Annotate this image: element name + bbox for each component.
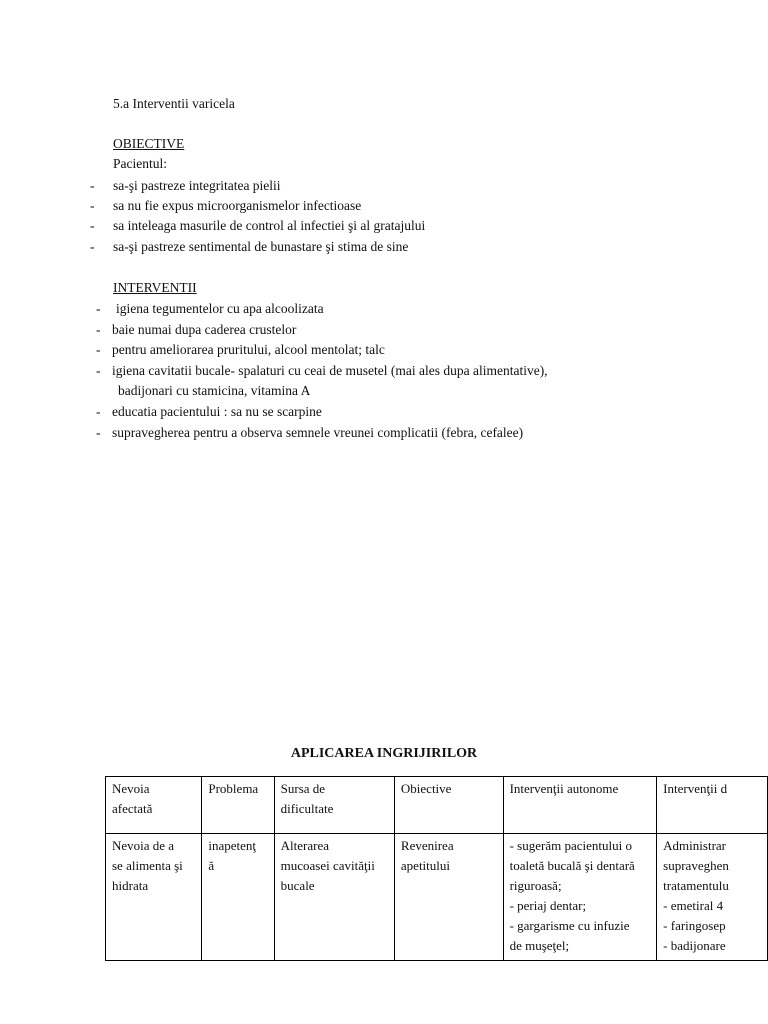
table-row [106,834,768,961]
cell-line: Alterarea [280,838,330,853]
cell-line: supraveghen [663,858,729,873]
cell-line: de muşeţel; [509,938,570,953]
cell-line: Administrar [663,838,726,853]
cell-line: dificultate [280,801,334,816]
interventii-item: supravegherea pentru a observa semnele vreunei complicatii (febra, cefalee) [112,425,524,440]
cell-line: toaletă bucală şi dentară [509,858,635,873]
list-bullet-dash: - [90,198,95,213]
cell-line: - sugerăm pacientului o [509,838,632,853]
list-bullet-dash: - [90,239,95,254]
cell-line: se alimenta şi [112,858,183,873]
cell-line: - periaj dentar; [509,898,587,913]
list-bullet-dash: - [96,404,101,419]
cell-line: ă [208,858,215,873]
list-bullet-dash: - [96,322,101,337]
list-bullet-dash: - [96,301,101,316]
table-cell [274,834,394,961]
table-header-cell [274,777,394,834]
interventii-item: educatia pacientului : sa nu se scarpine [112,404,322,419]
table-cell [657,834,768,961]
interventii-item-continuation: badijonari cu stamicina, vitamina A [118,383,311,398]
obiective-title: OBIECTIVE [113,136,185,151]
cell-line: Problema [208,781,259,796]
interventii-item: igiena cavitatii bucale- spalaturi cu ceai de musetel (mai ales dupa alimentative), [112,363,548,378]
cell-line: hidrata [112,878,149,893]
table-header-row [106,777,768,834]
interventii-item: igiena tegumentelor cu apa alcoolizata [116,301,324,316]
care-plan-table [105,776,768,961]
table-header-cell [503,777,657,834]
list-bullet-dash: - [96,425,101,440]
list-bullet-dash: - [90,178,95,193]
cell-line: - faringosep [663,918,726,933]
cell-line: - badijonare [663,938,726,953]
interventii-title: INTERVENTII [113,280,197,295]
cell-line: Intervenţii d [663,781,728,796]
table-cell [503,834,657,961]
obiective-item: sa inteleaga masurile de control al infectiei şi al gratajului [113,218,426,233]
cell-line: tratamentulu [663,878,729,893]
table-header-cell [106,777,202,834]
cell-line: Obiective [400,781,452,796]
cell-line: Nevoia [112,781,150,796]
cell-line: bucale [280,878,315,893]
obiective-intro: Pacientul: [113,156,167,171]
list-bullet-dash: - [96,342,101,357]
table-title: APLICAREA INGRIJIRILOR [290,746,478,761]
obiective-item: sa nu fie expus microorganismelor infectioase [113,198,362,213]
cell-line: Revenirea [400,838,454,853]
cell-line: afectată [112,801,153,816]
table-cell [106,834,202,961]
table-header-cell [394,777,503,834]
table-cell [394,834,503,961]
cell-line: - emetiral 4 [663,898,724,913]
cell-line: - gargarisme cu infuzie [509,918,630,933]
obiective-item: sa-şi pastreze sentimental de bunastare şi stima de sine [113,239,409,254]
table-cell [202,834,274,961]
cell-line: mucoasei cavităţii [280,858,375,873]
cell-line: Nevoia de a [112,838,175,853]
cell-line: inapetenţ [208,838,257,853]
document-heading: 5.a Interventii varicela [113,96,235,111]
cell-line: apetitului [400,858,451,873]
interventii-item: baie numai dupa caderea crustelor [112,322,297,337]
list-bullet-dash: - [96,363,101,378]
cell-line: Sursa de [280,781,326,796]
interventii-item: pentru ameliorarea pruritului, alcool mentolat; talc [112,342,385,357]
obiective-item: sa-şi pastreze integritatea pielii [113,178,281,193]
list-bullet-dash: - [90,218,95,233]
cell-line: Intervenţii autonome [509,781,619,796]
table-header-cell [657,777,768,834]
cell-line: riguroasă; [509,878,562,893]
table-header-cell [202,777,274,834]
